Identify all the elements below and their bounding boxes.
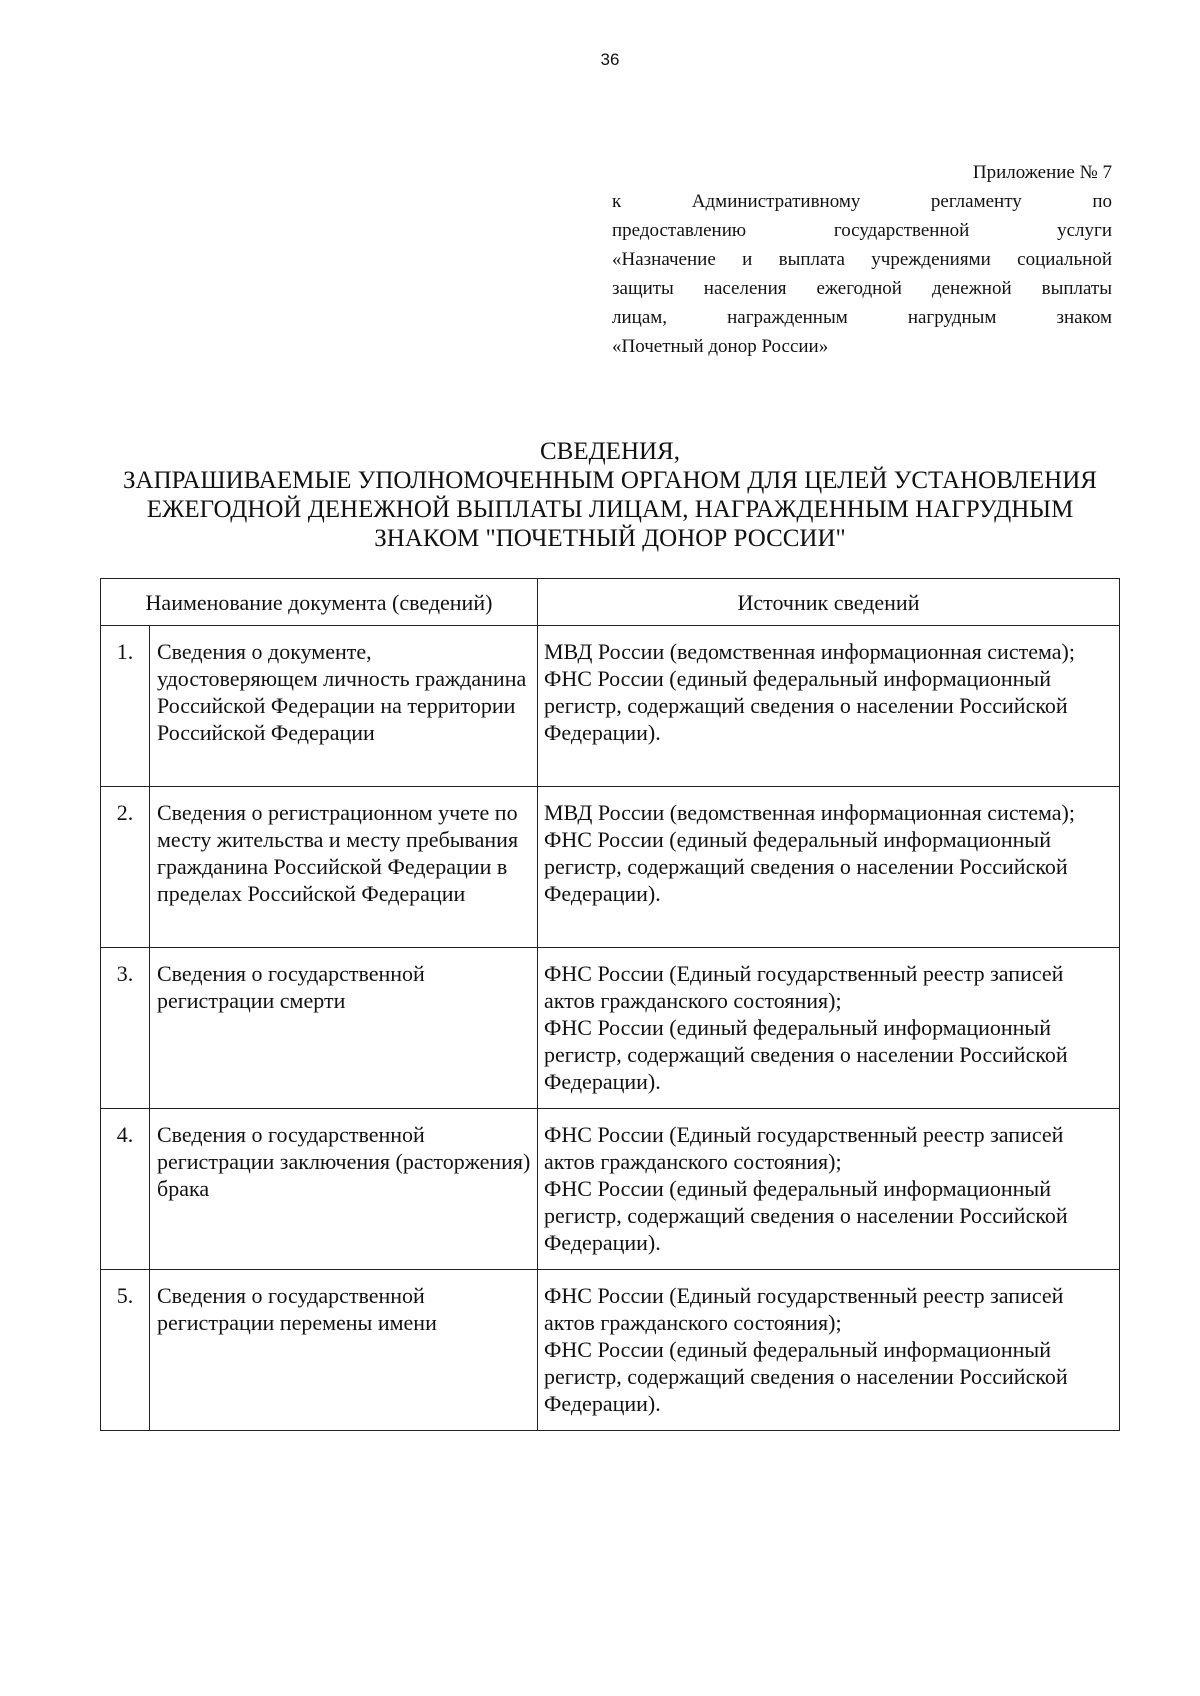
source-cell [538, 1270, 1120, 1431]
appendix-line: защиты населения ежегодной денежной выплаты [612, 278, 1112, 299]
source-line: МВД России (ведомственная информационная система); [544, 800, 1075, 825]
appendix-line: предоставлению государственной услуги [612, 220, 1112, 241]
source-line: ФНС России (Единый государственный реестр записей актов гражданского состояния); [544, 1122, 1064, 1174]
row-number: 1. [101, 626, 150, 787]
table-row [101, 626, 1120, 787]
row-number: 4. [101, 1109, 150, 1270]
source-line: ФНС России (единый федеральный информационный регистр, содержащий сведения о населении Российской Федерации). [544, 666, 1068, 745]
header-source: Источник сведений [538, 579, 1120, 626]
table-row [101, 787, 1120, 948]
title-line: ЗАПРАШИВАЕМЫЕ УПОЛНОМОЧЕННЫМ ОРГАНОМ ДЛЯ ЦЕЛЕЙ УСТАНОВЛЕНИЯ [123, 467, 1097, 494]
row-number: 5. [101, 1270, 150, 1431]
row-number: 2. [101, 787, 150, 948]
document-name-cell: Сведения о государственной регистрации перемены имени [150, 1270, 538, 1431]
table-row [101, 948, 1120, 1109]
header-document-name: Наименование документа (сведений) [101, 579, 538, 626]
source-line: ФНС России (единый федеральный информационный регистр, содержащий сведения о населении Российской Федерации). [544, 1176, 1068, 1255]
table-row [101, 1109, 1120, 1270]
info-sources-table [100, 578, 1120, 1431]
table-header-row [101, 579, 1120, 626]
appendix-line: «Назначение и выплата учреждениями социальной [612, 249, 1112, 270]
row-number: 3. [101, 948, 150, 1109]
appendix-reference [612, 158, 1112, 361]
document-name-cell: Сведения о государственной регистрации заключения (расторжения) брака [150, 1109, 538, 1270]
title-line: ЗНАКОМ "ПОЧЕТНЫЙ ДОНОР РОССИИ" [374, 525, 846, 552]
page-number: 36 [600, 50, 620, 69]
table-row [101, 1270, 1120, 1431]
appendix-line: к Административному регламенту по [612, 191, 1112, 212]
source-cell [538, 1109, 1120, 1270]
source-cell [538, 626, 1120, 787]
source-line: ФНС России (единый федеральный информационный регистр, содержащий сведения о населении Российской Федерации). [544, 827, 1068, 906]
source-line: ФНС России (Единый государственный реестр записей актов гражданского состояния); [544, 961, 1064, 1013]
appendix-number: Приложение № 7 [972, 162, 1112, 183]
appendix-line: «Почетный донор России» [612, 336, 829, 357]
source-line: ФНС России (Единый государственный реестр записей актов гражданского состояния); [544, 1283, 1064, 1335]
source-line: ФНС России (единый федеральный информационный регистр, содержащий сведения о населении Российской Федерации). [544, 1337, 1068, 1416]
source-cell [538, 948, 1120, 1109]
appendix-line: лицам, награжденным нагрудным знаком [612, 307, 1112, 328]
title-line: ЕЖЕГОДНОЙ ДЕНЕЖНОЙ ВЫПЛАТЫ ЛИЦАМ, НАГРАЖДЕННЫМ НАГРУДНЫМ [146, 496, 1074, 523]
title-line: СВЕДЕНИЯ, [540, 438, 680, 465]
source-line: ФНС России (единый федеральный информационный регистр, содержащий сведения о населении Российской Федерации). [544, 1015, 1068, 1094]
source-cell [538, 787, 1120, 948]
document-title [90, 437, 1130, 553]
document-name-cell: Сведения о государственной регистрации смерти [150, 948, 538, 1109]
document-name-cell: Сведения о регистрационном учете по месту жительства и месту пребывания гражданина Российской Федерации в пределах Российской Федерации [150, 787, 538, 948]
source-line: МВД России (ведомственная информационная система); [544, 639, 1075, 664]
document-name-cell: Сведения о документе, удостоверяющем личность гражданина Российской Федерации на территории Российской Федерации [150, 626, 538, 787]
